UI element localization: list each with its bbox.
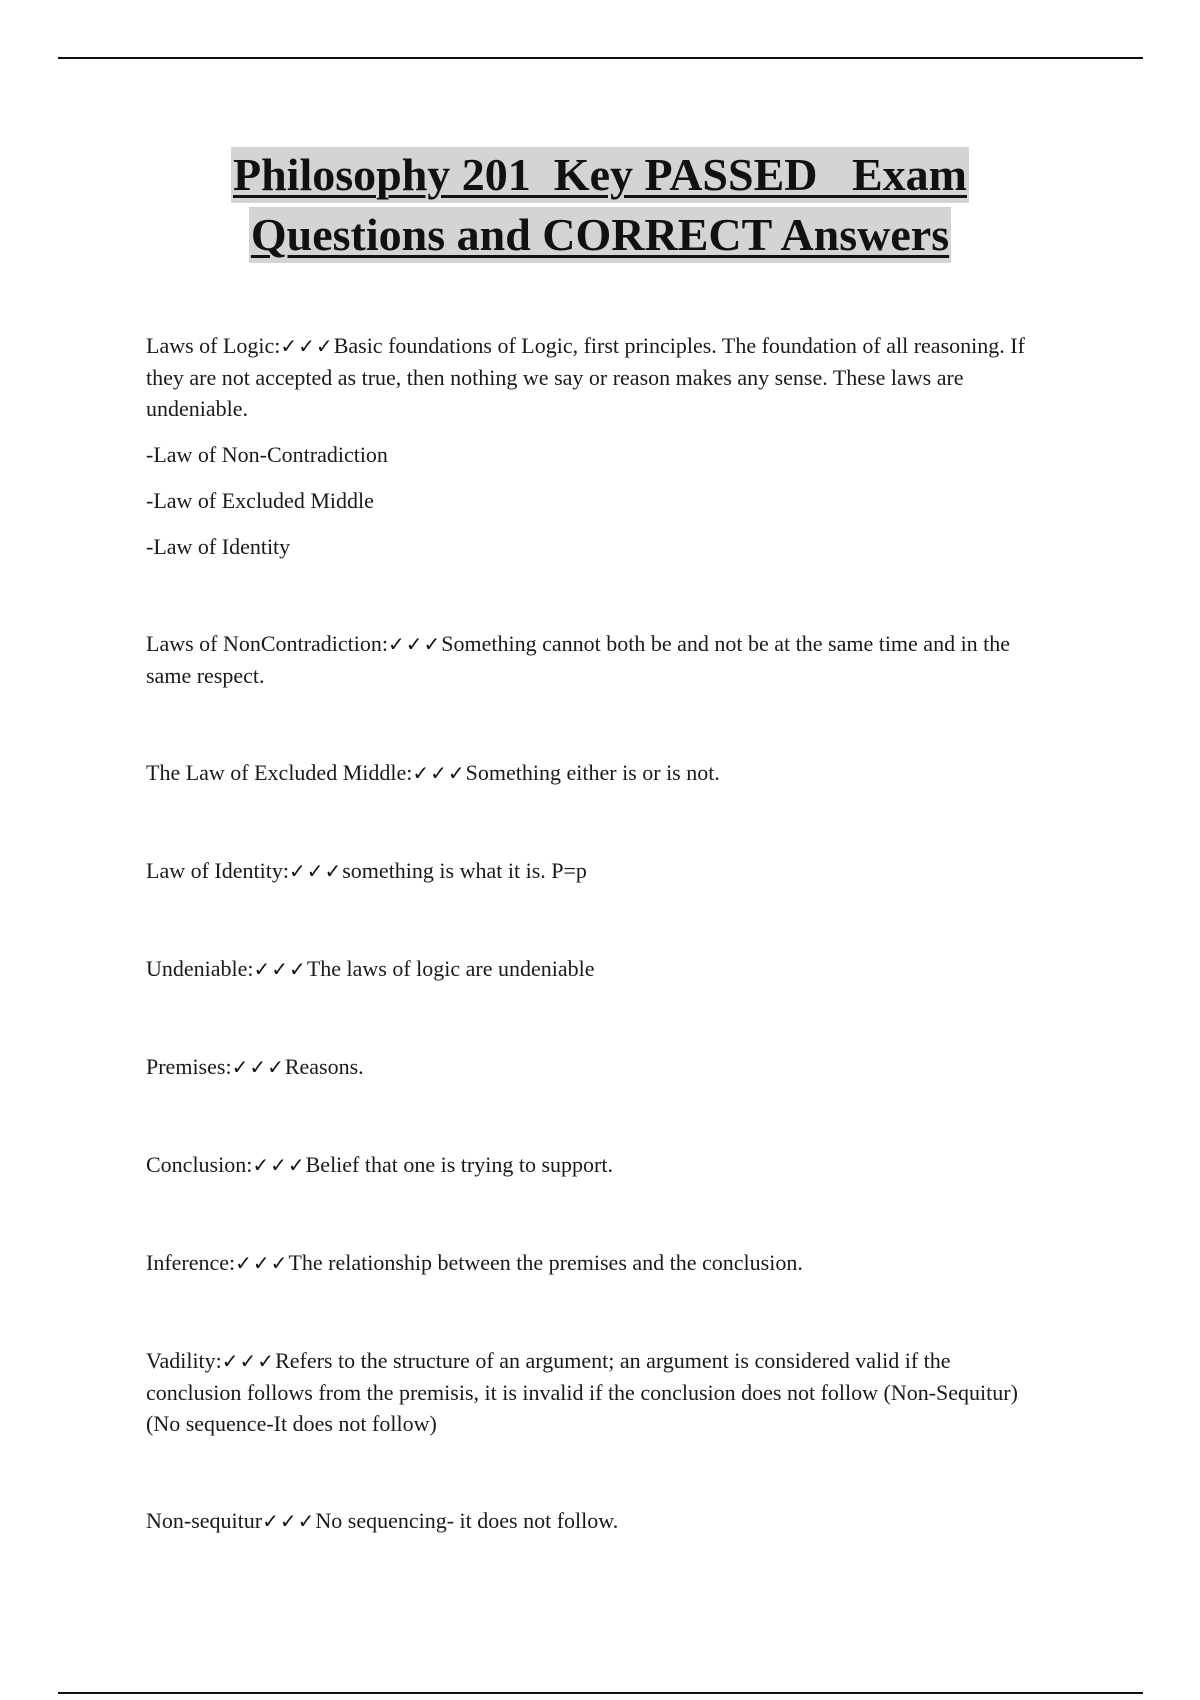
term-label: Vadility: — [146, 1348, 222, 1373]
definition-text: Something either is or is not. — [465, 760, 720, 785]
qa-entry-non-sequitur — [146, 1505, 1046, 1537]
term-label: Conclusion: — [146, 1152, 253, 1177]
qa-entry-laws-of-logic — [146, 330, 1046, 424]
term-label: Laws of Logic: — [146, 333, 281, 358]
checkmark-icon: ✓✓✓ — [235, 1251, 289, 1275]
definition-text: The relationship between the premises and the conclusion. — [288, 1250, 803, 1275]
qa-entry-validity — [146, 1345, 1046, 1439]
definition-text: Reasons. — [284, 1054, 364, 1079]
definition-text: Refers to the structure of an argument; an argument is considered valid if the conclusion follows from the premisis, it is invalid if the conclusion does not follow (Non-Sequitur) (No sequence-It does not follow) — [146, 1348, 1018, 1436]
checkmark-icon: ✓✓✓ — [288, 859, 343, 883]
qa-entry-inference — [146, 1247, 1046, 1279]
definition-text: Basic foundations of Logic, first principles. The foundation of all reasoning. If they are not accepted as true, then nothing we say or reason makes any sense. These laws are undeniable. — [146, 333, 1025, 421]
term-label: The Law of Excluded Middle: — [146, 760, 413, 785]
definition-text: The laws of logic are undeniable — [306, 956, 595, 981]
qa-entry-identity — [146, 855, 1046, 887]
checkmark-icon: ✓✓✓ — [387, 632, 442, 656]
term-label: Undeniable: — [146, 956, 254, 981]
term-label: Inference: — [146, 1250, 236, 1275]
term-label: Non-sequitur — [146, 1508, 263, 1533]
title-line-1: Philosophy 201 Key PASSED Exam — [231, 147, 969, 203]
checkmark-icon: ✓✓✓ — [221, 1349, 276, 1373]
top-rule — [58, 57, 1143, 59]
document-title — [0, 145, 1200, 265]
checkmark-icon: ✓✓✓ — [412, 761, 466, 785]
sub-item-identity: -Law of Identity — [146, 534, 291, 559]
definition-text: something is what it is. P=p — [342, 858, 587, 883]
definition-text: No sequencing- it does not follow. — [315, 1508, 619, 1533]
title-line-2: Questions and CORRECT Answers — [249, 207, 951, 263]
term-label: Law of Identity: — [146, 858, 289, 883]
sub-item-non-contradiction: -Law of Non-Contradiction — [146, 442, 388, 467]
qa-entry-noncontradiction — [146, 628, 1046, 691]
qa-entry-conclusion — [146, 1149, 1046, 1181]
sub-item-excluded-middle: -Law of Excluded Middle — [146, 488, 374, 513]
checkmark-icon: ✓✓✓ — [262, 1509, 316, 1533]
term-label: Laws of NonContradiction: — [146, 631, 388, 656]
definition-text: Something cannot both be and not be at the same time and in the same respect. — [146, 631, 1011, 688]
definition-text: Belief that one is trying to support. — [305, 1152, 613, 1177]
checkmark-icon: ✓✓✓ — [231, 1055, 285, 1079]
qa-content — [146, 330, 1046, 1537]
bottom-rule — [58, 1692, 1143, 1694]
checkmark-icon: ✓✓✓ — [253, 957, 307, 981]
qa-entry-undeniable — [146, 953, 1046, 985]
checkmark-icon: ✓✓✓ — [252, 1153, 306, 1177]
qa-entry-premises — [146, 1051, 1046, 1083]
checkmark-icon: ✓✓✓ — [280, 334, 334, 358]
term-label: Premises: — [146, 1054, 232, 1079]
qa-entry-excluded-middle — [146, 757, 1046, 789]
